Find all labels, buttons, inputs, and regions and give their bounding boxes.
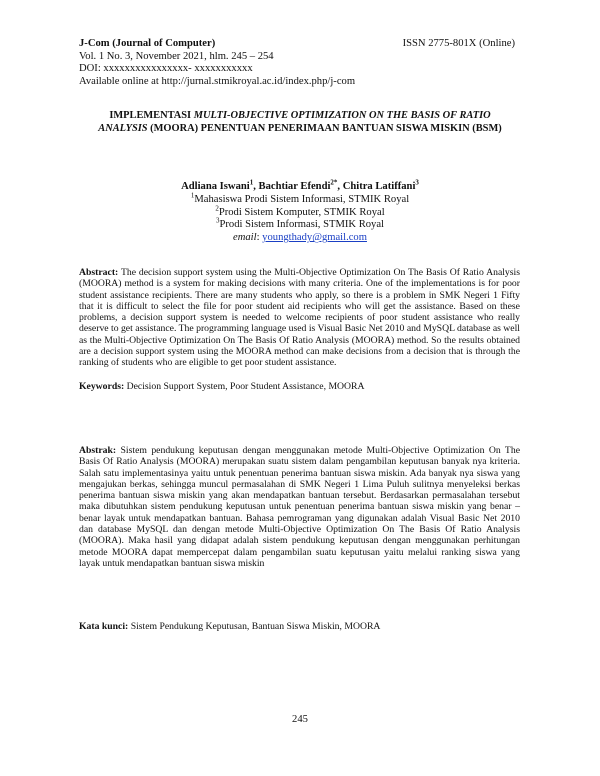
- kata-kunci-text: Sistem Pendukung Keputusan, Bantuan Siswa Miskin, MOORA: [130, 621, 381, 632]
- keywords-text: Decision Support System, Poor Student Assistance, MOORA: [126, 381, 365, 392]
- author-1: Adliana Iswani: [181, 181, 250, 192]
- available-online: Available online at http://jurnal.stmikroyal.ac.id/index.php/j-com: [79, 75, 356, 87]
- journal-header: [79, 38, 531, 88]
- author-block: [80, 178, 520, 245]
- abstract-label: Abstract:: [79, 267, 119, 278]
- author-names: Adliana Iswani$^1$, Bachtiar Efendi$^{2*}$, Chitra Latiffani$^3$: [181, 178, 419, 192]
- affiliation-2: $^2$Prodi Sistem Komputer, STMIK Royal: [215, 204, 385, 218]
- paper-title: IMPLEMENTASI MULTI-OBJECTIVE OPTIMIZATION ON THE BASIS OF RATIO ANALYSIS (MOORA) PENENTUAN PENERIMAAN BANTUAN SISWA MISKIN (BSM): [98, 110, 502, 134]
- page-number: 245: [292, 714, 308, 725]
- author-2: Bachtiar Efendi: [258, 181, 331, 192]
- abstract-indonesian: [79, 445, 520, 569]
- title-italic: MULTI-OBJECTIVE OPTIMIZATION ON THE BASIS OF RATIO ANALYSIS: [98, 110, 491, 134]
- abstract-english: [79, 267, 520, 369]
- keywords-label: Keywords:: [79, 381, 125, 392]
- email-line: email: youngthady@gmail.com: [233, 232, 367, 244]
- journal-name: J-Com (Journal of Computer): [79, 38, 216, 49]
- abstrak-label: Abstrak:: [79, 445, 117, 456]
- affiliation-1: $^1$Mahasiswa Prodi Sistem Informasi, STMIK Royal: [190, 191, 410, 205]
- volume-info: Vol. 1 No. 3, November 2021, hlm. 245 – 254: [79, 50, 274, 62]
- keywords-english: [79, 381, 520, 392]
- doi: DOI: xxxxxxxxxxxxxxxx- xxxxxxxxxxx: [79, 63, 253, 75]
- affiliation-3: $^3$Prodi Sistem Informasi, STMIK Royal: [216, 216, 384, 231]
- email-link[interactable]: youngthady@gmail.com: [262, 232, 367, 244]
- abstract-text: The decision support system using the Multi-Objective Optimization On The Basis Of Ratio Analysis (MOORA) method is a system for making decisions with many criteria. One of the implementations is for poor student assistance recipients. There are many students who apply, so there is a problem in SMK Negeri 1 Fifty that it is difficult to select the file for poor student aid recipients who will get the assistance. Based on these problems, a decision support system is needed to welcome recipients of poor student assistance who really deserve to get assistance. The programming language used is Visual Basic Net 2010 and MySQL database as well as the Multi-Objective Optimization On The Basis Of Ratio Analysis (MOORA) method. So the results obtained are a decision support system using the MOORA method can make decisions from a decision that is through the ranking of students who are eligible to get poor student assistance.: [79, 267, 521, 369]
- kata-kunci-label: Kata kunci:: [79, 621, 129, 632]
- abstrak-text: Sistem pendukung keputusan dengan menggunakan metode Multi-Objective Optimization On The Basis Of Ratio Analysis (MOORA) merupakan suatu sistem dalam pengambilan keputusan banyak nya kriteria. Salah satu implementasinya yaitu untuk penentuan penerima bantuan siswa miskin. Ada banyak nya siswa yang mengajukan berkas, sehingga muncul permasalahan di SMK Negeri 1 Lima Puluh sulitnya menyeleksi berkas penerima bantuan siswa miskin yang akan mendapatkan bantuan tersebut. Berdasarkan permasalahan tersebut maka dibutuhkan sistem pendukung keputusan untuk penentuan penerima bantuan siswa miskin yang benar – benar layak untuk mendapatkan bantuan. Bahasa pemrograman yang digunakan adalah Visual Basic Net 2010 dan database MySQL dan dengan metode Multi-Objective Optimization On The Basis Of Ratio Analysis (MOORA). Maka hasil yang didapat adalah sistem pendukung keputusan dengan menggunakan perhitungan metode MOORA dapat mempercepat dalam pengambilan suatu keputusan yaitu melalui ranking siswa yang layak untuk mendapatkan bantuan siswa miskin: [79, 445, 520, 569]
- issn: ISSN 2775-801X (Online): [402, 38, 515, 49]
- author-3: Chitra Latiffani: [342, 181, 416, 192]
- keywords-indonesian: [79, 621, 520, 632]
